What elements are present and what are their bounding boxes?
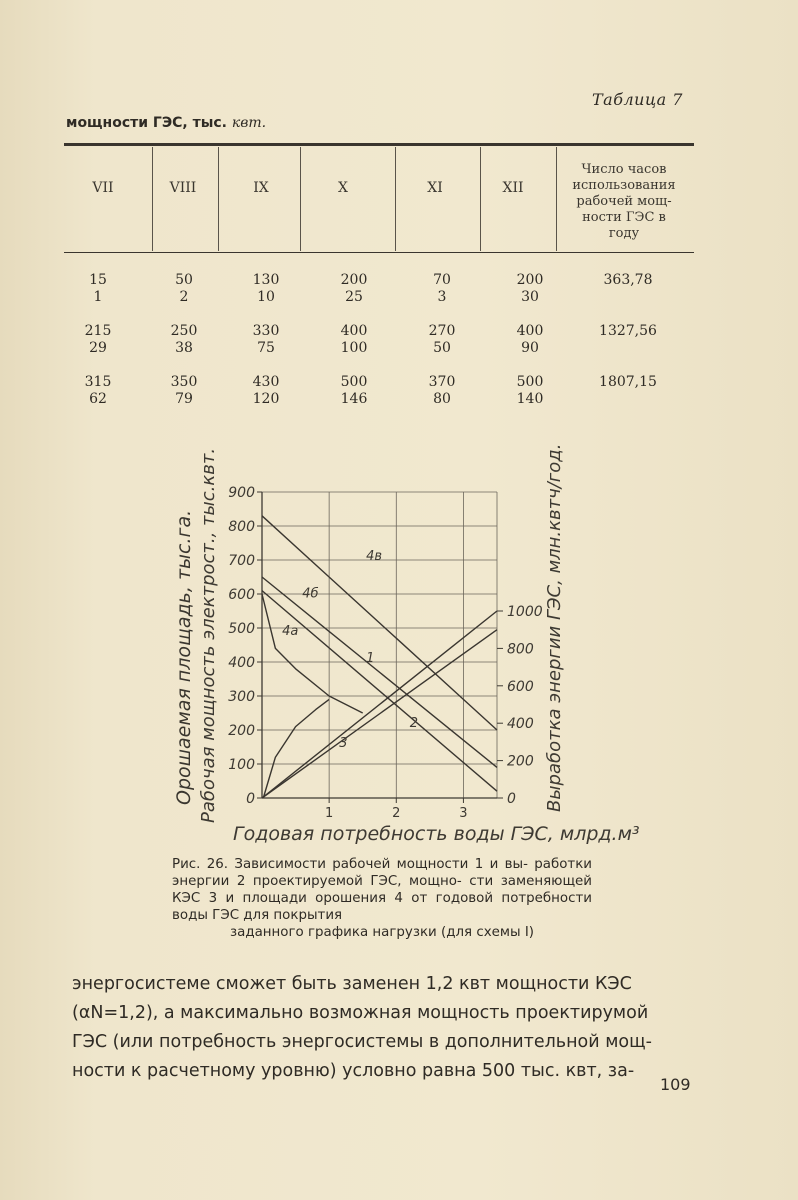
table-cell: 30 <box>521 289 539 305</box>
table-cell: 250 <box>170 323 198 339</box>
table-cell: 29 <box>89 340 107 356</box>
y-axis-label-energy: Выработка энергии ГЭС, млн.квтч/год. <box>544 443 565 812</box>
chart-grid <box>262 492 497 798</box>
column-header-xii: XII <box>502 180 524 196</box>
table-cell-hours: 363,78 <box>603 272 653 288</box>
series-line-4a <box>262 594 363 713</box>
column-header-vii: VII <box>92 180 114 196</box>
table-cell: 400 <box>340 323 368 339</box>
chart-ticks <box>228 485 542 821</box>
table-cell-hours: 1807,15 <box>599 374 657 390</box>
table-heading: мощности ГЭС, тыс. квт. <box>66 115 267 131</box>
y-tick-label: 900 <box>228 485 255 501</box>
table-cell: 10 <box>257 289 275 305</box>
table-cell: 75 <box>257 340 275 356</box>
table-cell: 70 <box>433 272 451 288</box>
column-header-ix: IX <box>253 180 269 196</box>
y-tick-label: 0 <box>246 791 255 807</box>
series-line-3 <box>262 591 497 792</box>
table-cell: 140 <box>516 391 544 407</box>
y-right-tick-label: 800 <box>507 641 534 658</box>
series-line-4б <box>262 577 497 767</box>
series-label: 4a <box>282 623 299 639</box>
series-line-curve <box>263 699 329 798</box>
table-label: Таблица 7 <box>592 90 683 109</box>
column-header-viii: VIII <box>169 180 197 196</box>
figure-chart <box>0 420 798 850</box>
body-text <box>72 970 694 1086</box>
y-axis-label-area: Орошаемая площадь, тыс.га. <box>173 509 195 805</box>
y-axis-label-power: Рабочая мощность электрост., тыс.квт. <box>198 447 219 823</box>
body-line: ГЭС (или потребность энергосистемы в дополнительной мощ- <box>72 1032 652 1052</box>
table-cell: 430 <box>252 374 280 390</box>
y-right-tick-label: 600 <box>507 678 534 695</box>
body-line: ности к расчетному уровню) условно равна 500 тыс. квт, за- <box>72 1061 635 1081</box>
table-cell: 50 <box>175 272 193 288</box>
table-cell: 500 <box>340 374 368 390</box>
table-cell: 400 <box>516 323 544 339</box>
column-divider <box>300 147 301 251</box>
table-cell: 370 <box>428 374 456 390</box>
table-top-rule <box>64 143 694 146</box>
table-cell: 120 <box>252 391 280 407</box>
x-tick-label: 2 <box>392 806 401 821</box>
y-tick-label: 800 <box>228 519 255 535</box>
chart-labels <box>198 444 640 845</box>
x-tick-label: 1 <box>325 806 334 821</box>
y-tick-label: 200 <box>228 723 255 739</box>
y-right-tick-label: 1000 <box>507 604 543 620</box>
page-number: 109 <box>660 1075 691 1094</box>
table-cell: 25 <box>345 289 363 305</box>
y-right-tick-label: 200 <box>507 753 534 770</box>
table-cell: 90 <box>521 340 539 356</box>
column-divider <box>218 147 219 251</box>
series-line-1 <box>262 611 497 798</box>
y-tick-label: 600 <box>228 587 255 603</box>
table-cell: 500 <box>516 374 544 390</box>
y-tick-label: 400 <box>228 655 255 671</box>
series-label: 3 <box>339 736 348 751</box>
series-label: 1 <box>366 651 375 666</box>
x-axis-label: Годовая потребность воды ГЭС, млрд.м³ <box>233 823 640 845</box>
table-cell: 215 <box>84 323 112 339</box>
table-cell: 38 <box>175 340 193 356</box>
table-cell: 330 <box>252 323 280 339</box>
x-tick-label: 3 <box>459 806 468 821</box>
y-tick-label: 100 <box>228 757 255 773</box>
series-label: 4б <box>302 586 319 602</box>
table-cell: 350 <box>170 374 198 390</box>
table-cell-hours: 1327,56 <box>599 323 657 339</box>
table-cell: 200 <box>516 272 544 288</box>
figure-caption: Рис. 26. Зависимости рабочей мощности 1 и вы- работки энергии 2 проектируемой ГЭС, мощно- сти заменяющей КЭС 3 и площади орошения 4 от годовой потребности воды ГЭС для покрытия заданного графика нагрузки (для схемы I) <box>172 857 592 940</box>
y-right-tick-label: 0 <box>507 791 516 807</box>
table-cell: 315 <box>84 374 112 390</box>
table-cell: 62 <box>89 391 107 407</box>
table-cell: 100 <box>340 340 368 356</box>
table-cell: 130 <box>252 272 280 288</box>
table-cell: 79 <box>175 391 193 407</box>
table-cell: 200 <box>340 272 368 288</box>
body-line: энергосистеме сможет быть заменен 1,2 квт мощности КЭС <box>72 974 632 994</box>
table-cell: 146 <box>340 391 368 407</box>
y-tick-label: 500 <box>228 621 255 637</box>
body-line: (αN=1,2), а максимально возможная мощность проектирумой <box>72 1003 649 1023</box>
table-cell: 15 <box>89 272 107 288</box>
series-label: 2 <box>409 715 418 731</box>
table-cell: 1 <box>93 289 103 305</box>
y-tick-label: 700 <box>228 553 255 569</box>
column-divider <box>152 147 153 251</box>
table-cell: 270 <box>428 323 456 339</box>
table-cell: 2 <box>179 289 189 305</box>
column-header-xi: XI <box>427 180 443 196</box>
table-cell: 80 <box>433 391 451 407</box>
series-label: 4в <box>366 549 383 564</box>
column-header-x: X <box>338 180 348 196</box>
column-header-hours: Число часов использования рабочей мощ- ности ГЭС в году <box>572 162 676 241</box>
column-divider <box>395 147 396 251</box>
table-cell: 3 <box>437 289 447 305</box>
column-divider <box>480 147 481 251</box>
table-header-rule <box>64 252 694 253</box>
y-tick-label: 300 <box>228 689 255 705</box>
y-right-tick-label: 400 <box>507 716 534 733</box>
series-line-2 <box>262 630 497 798</box>
table-cell: 50 <box>433 340 451 356</box>
